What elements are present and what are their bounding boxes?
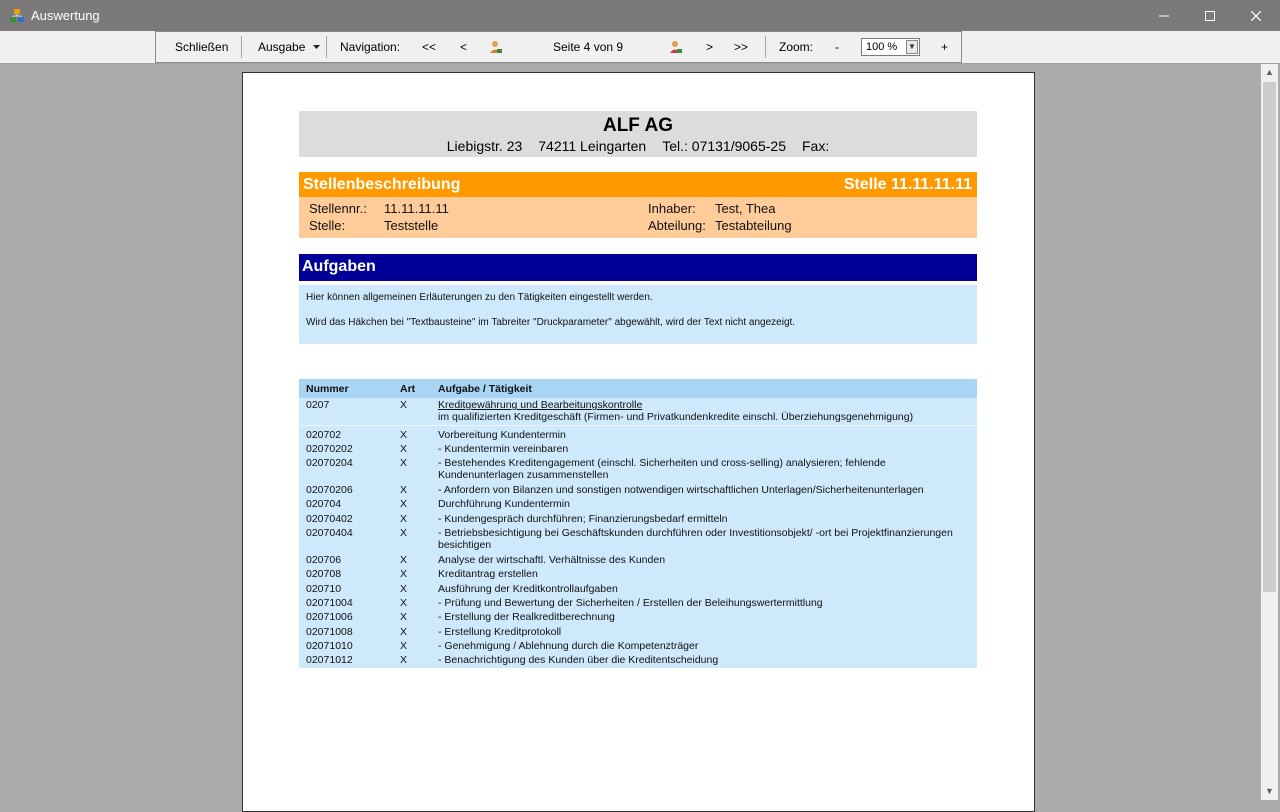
cell-aufgabe: Vorbereitung Kundentermin (438, 429, 566, 441)
maximize-icon (1205, 11, 1215, 21)
zoom-label: Zoom: (779, 40, 814, 54)
company-header (299, 111, 977, 157)
table-row (299, 457, 977, 481)
cell-art: X (400, 513, 408, 525)
cell-aufgabe (438, 399, 968, 423)
toolbar (155, 31, 962, 63)
cell-nummer: 020708 (306, 568, 342, 580)
cell-art: X (400, 640, 408, 652)
cell-art: X (400, 443, 408, 455)
cell-nummer: 02071010 (306, 640, 353, 652)
company-address (299, 137, 977, 155)
section-header (299, 172, 977, 197)
cell-aufgabe: - Erstellung der Realkreditberechnung (438, 611, 615, 623)
cell-nummer: 02070206 (306, 484, 353, 496)
table-row (299, 640, 977, 652)
phone: Tel.: 07131/9065-25 (662, 138, 786, 154)
cell-aufgabe: - Betriebsbesichtigung bei Geschäftskunden durchführen oder Investitionsobjekt/ -ort bei Projektfinanzierungen besichtigen (438, 527, 953, 551)
close-icon (1251, 11, 1261, 21)
column-header-aufgabe: Aufgabe / Tätigkeit (438, 383, 532, 395)
stellennr-value: 11.11.11.11 (384, 201, 449, 216)
note-line-1: Hier können allgemeinen Erläuterungen zu den Tätigkeiten eingestellt werden. (306, 292, 653, 303)
inhaber-value: Test, Thea (715, 201, 776, 216)
cell-art: X (400, 568, 408, 580)
cell-art: X (400, 498, 408, 510)
cell-nummer: 020710 (306, 583, 342, 595)
cell-aufgabe: Durchführung Kundentermin (438, 498, 570, 510)
cell-nummer: 020706 (306, 554, 342, 566)
table-row (299, 583, 977, 595)
stelle-label: Stelle: (309, 218, 346, 233)
cell-art: X (400, 626, 408, 638)
vertical-scrollbar[interactable] (1261, 64, 1278, 800)
abteilung-value: Testabteilung (715, 218, 792, 233)
section-title: Stellenbeschreibung (303, 176, 461, 193)
table-row (299, 597, 977, 609)
report-page (242, 72, 1035, 812)
toolbar-separator (241, 36, 242, 58)
cell-aufgabe: - Erstellung Kreditprotokoll (438, 626, 562, 638)
zoom-value: 100 % (866, 41, 898, 53)
cell-aufgabe: Kreditantrag erstellen (438, 568, 538, 580)
column-header-nummer: Nummer (306, 383, 349, 395)
minimize-icon (1159, 11, 1169, 21)
cell-aufgabe: Ausführung der Kreditkontrollaufgaben (438, 583, 618, 595)
zoom-in-button[interactable]: + (941, 40, 949, 54)
prev-page-button[interactable]: < (460, 40, 468, 54)
cell-nummer: 02071006 (306, 611, 353, 623)
person-search-icon[interactable] (489, 40, 503, 54)
cell-nummer: 02071004 (306, 597, 353, 609)
toolbar-separator (326, 36, 327, 58)
aufgaben-header: Aufgaben (299, 254, 977, 281)
cell-art: X (400, 527, 408, 539)
cell-aufgabe: - Anfordern von Bilanzen und sonstigen notwendigen wirtschaftlichen Unterlagen/Sicherheitenunterlagen (438, 484, 924, 496)
first-page-button[interactable]: << (422, 40, 437, 54)
output-dropdown-button[interactable]: Ausgabe (258, 40, 306, 54)
cell-nummer: 02070404 (306, 527, 353, 539)
table-row (299, 513, 977, 525)
maximize-button[interactable] (1187, 0, 1233, 31)
cell-art: X (400, 611, 408, 623)
table-row (299, 611, 977, 623)
app-icon (9, 8, 25, 24)
cell-art: X (400, 457, 408, 469)
minimize-button[interactable] (1141, 0, 1187, 31)
inhaber-label: Inhaber: (648, 201, 696, 216)
cell-aufgabe: - Kundengespräch durchführen; Finanzierungsbedarf ermitteln (438, 513, 728, 525)
fax: Fax: (801, 138, 830, 154)
table-header (299, 379, 977, 398)
table-row (299, 568, 977, 580)
title-bar (0, 0, 1280, 31)
chevron-down-icon[interactable]: ▼ (906, 40, 918, 54)
next-page-button[interactable]: > (706, 40, 714, 54)
cell-art: X (400, 399, 408, 411)
cell-aufgabe: - Genehmigung / Ablehnung durch die Kompetenzträger (438, 640, 699, 652)
cell-art: X (400, 597, 408, 609)
cell-art: X (400, 654, 408, 666)
abteilung-label: Abteilung: (648, 218, 706, 233)
scroll-up-icon[interactable]: ▲ (1265, 67, 1274, 77)
tasks-table (299, 379, 977, 668)
cell-aufgabe: - Prüfung und Bewertung der Sicherheiten / Erstellen der Beleihungswertermittlung (438, 597, 823, 609)
cell-nummer: 02070402 (306, 513, 353, 525)
city: 74211 Leingarten (538, 138, 647, 154)
navigation-label: Navigation: (340, 40, 401, 54)
stellennr-label: Stellennr.: (309, 201, 367, 216)
table-row (299, 654, 977, 666)
scrollbar-thumb[interactable] (1263, 82, 1276, 592)
window-title: Auswertung (31, 8, 100, 23)
cell-nummer: 020702 (306, 429, 342, 441)
stelle-value: Teststelle (384, 218, 439, 233)
cell-nummer: 02071008 (306, 626, 353, 638)
close-window-button[interactable] (1233, 0, 1279, 31)
cell-art: X (400, 429, 408, 441)
scroll-down-icon[interactable]: ▼ (1265, 786, 1274, 796)
task-group-description: im qualifizierten Kreditgeschäft (Firmen- und Privatkundenkredite einschl. Überziehungsgenehmigung) (438, 411, 914, 423)
person-search-icon[interactable] (669, 40, 683, 54)
company-name: ALF AG (602, 115, 673, 136)
table-row (299, 527, 977, 551)
table-row (299, 399, 977, 426)
cell-aufgabe: - Kundentermin vereinbaren (438, 443, 569, 455)
table-body (299, 398, 977, 668)
cell-nummer: 0207 (306, 399, 330, 411)
toolbar-separator (765, 36, 766, 58)
chevron-down-icon (313, 45, 320, 50)
last-page-button[interactable]: >> (734, 40, 749, 54)
page-indicator: Seite 4 von 9 (553, 40, 624, 54)
table-row (299, 443, 977, 455)
section-position: Stelle 11.11.11.11 (843, 176, 972, 193)
table-row (299, 626, 977, 638)
cell-nummer: 02071012 (306, 654, 353, 666)
cell-aufgabe: - Benachrichtigung des Kunden über die Kreditentscheidung (438, 654, 719, 666)
cell-aufgabe: Analyse der wirtschaftl. Verhältnisse des Kunden (438, 554, 666, 566)
cell-art: X (400, 554, 408, 566)
cell-art: X (400, 583, 408, 595)
cell-art: X (400, 484, 408, 496)
column-header-art: Art (400, 383, 416, 395)
street: Liebigstr. 23 (446, 138, 523, 154)
note-line-2: Wird das Häkchen bei "Textbausteine" im Tabreiter "Druckparameter" abgewählt, wird der Text nicht angezeigt. (306, 317, 796, 328)
task-group-title: Kreditgewährung und Bearbeitungskontrolle (438, 399, 643, 411)
close-button[interactable]: Schließen (175, 40, 229, 54)
position-info (299, 197, 977, 238)
table-row (299, 554, 977, 566)
table-row (299, 498, 977, 510)
zoom-select[interactable] (861, 38, 920, 56)
cell-nummer: 02070204 (306, 457, 353, 469)
cell-nummer: 02070202 (306, 443, 353, 455)
table-row (299, 484, 977, 496)
cell-nummer: 020704 (306, 498, 342, 510)
aufgaben-note (299, 285, 977, 344)
table-row (299, 429, 977, 441)
zoom-out-button[interactable]: - (835, 40, 839, 54)
cell-aufgabe: - Bestehendes Kreditengagement (einschl. Sicherheiten und cross-selling) analysieren; fehlende Kundenunterlagen zusammenstellen (438, 457, 886, 481)
